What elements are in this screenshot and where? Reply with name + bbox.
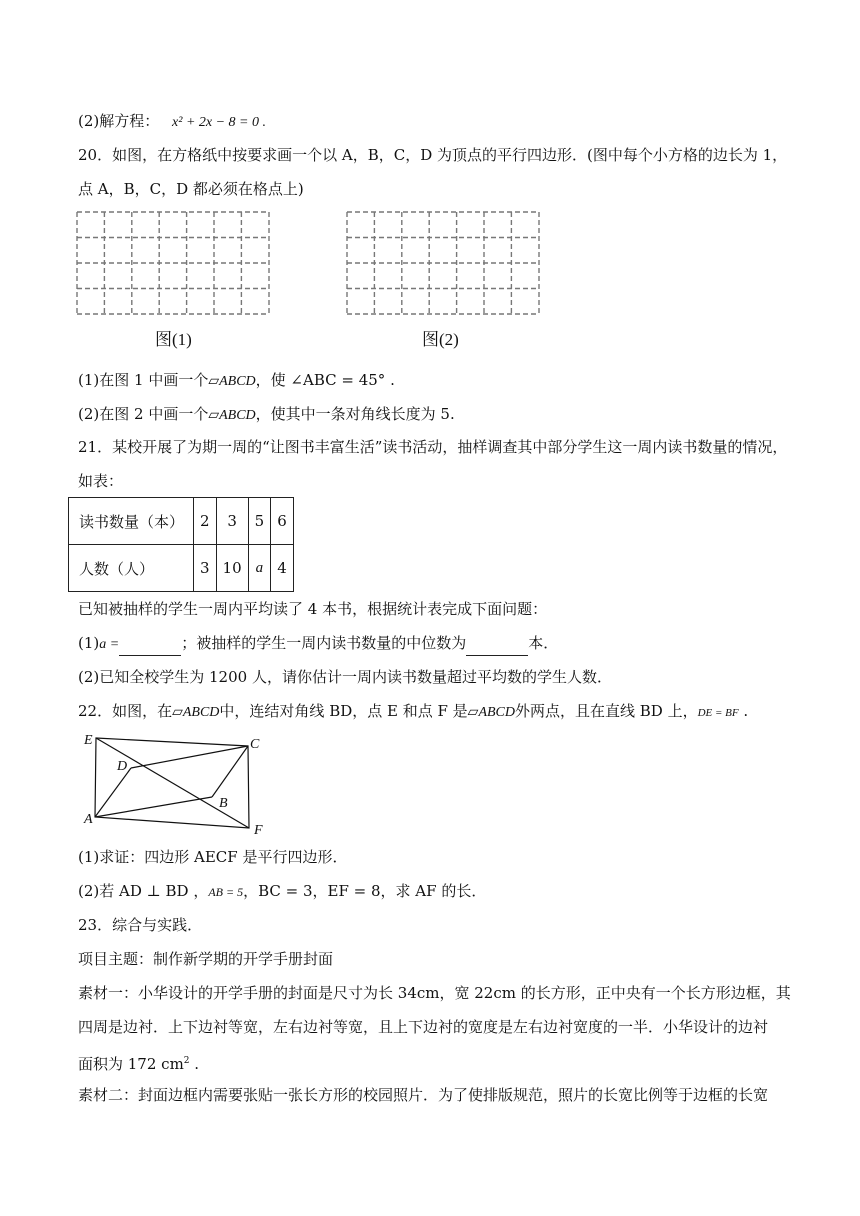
q23-material2-line1: 素材二：封面边框内需要张贴一张长方形的校园照片．为了使排版规范，照片的长宽比例等于边框的长宽 [78,1086,769,1104]
table-cell-label: 读书数量（本） [69,498,194,545]
label-D: D [117,759,128,774]
q21-part1-mid: ；被抽样的学生一周内读书数量的中位数为 [181,634,467,652]
table-cell-label: 人数（人） [69,545,194,592]
q20-part2-prefix: (2)在图 2 中画一个 [78,405,209,423]
label-A: A [84,812,93,827]
q22-part2-rest: ，BC = 3，EF = 8，求 AF 的长． [243,882,487,900]
answer-blank-a[interactable] [119,639,181,656]
q20-stem-line1: 20．如图，在方格纸中按要求画一个以 A，B，C，D 为顶点的平行四边形．(图中每个小方格的边长为 1， [78,146,788,164]
q23-theme: 项目主题：制作新学期的开学手册封面 [78,950,334,968]
grid-figure-2 [346,211,540,315]
q22-part2-prefix: (2)若 AD ⊥ BD ， [78,882,209,900]
table-cell: 6 [271,498,294,545]
q22-stem-shape1: ▱ABCD [172,705,220,720]
table-row [69,545,294,592]
q22-stem-b: 中，连结对角线 BD，点 E 和点 F 是 [219,702,468,720]
q19-part2-prefix: (2)解方程： [78,112,160,130]
q20-stem-line2: 点 A，B，C，D 都必须在格点上) [78,180,304,198]
q20-part2 [78,403,455,427]
label-E: E [84,733,93,748]
q21-stem-line2: 如表： [78,472,124,490]
table-cell: 2 [194,498,217,545]
q22-part2 [78,880,486,903]
q20-part1-shape: ▱ABCD [208,374,256,389]
table-cell: 10 [216,545,248,592]
reading-stats-table [68,497,294,592]
q20-part2-suffix: ，使其中一条对角线长度为 5. [255,405,455,423]
q20-part1 [78,369,395,393]
q22-part2-ab: AB = 5 [208,885,244,899]
q22-stem-d: . [738,702,749,720]
q22-stem-shape2: ▱ABCD [467,705,515,720]
q23-area-suffix: . [189,1055,200,1073]
table-cell: 3 [216,498,248,545]
q21-part1 [78,632,558,656]
answer-blank-median[interactable] [466,639,528,656]
q21-stem-line1: 21．某校开展了为期一周的“让图书丰富生活”读书活动，抽样调查其中部分学生这一周内读书数量的情况， [78,438,788,456]
q20-part2-shape: ▱ABCD [208,408,256,423]
label-B: B [219,796,228,811]
table-cell: 5 [248,498,271,545]
label-C: C [250,737,260,752]
table-cell: 3 [194,545,217,592]
q23-material1-line1: 素材一：小华设计的开学手册的封面是尺寸为长 34cm，宽 22cm 的长方形，正中央有一个长方形边框，其 [78,984,791,1002]
q22-stem-c: 外两点，且在直线 BD 上， [515,702,698,720]
q19-equation: x² + 2x − 8 = 0 . [172,115,266,130]
fig2-caption: 图(2) [422,330,459,349]
q20-part1-suffix: ，使 ∠ABC = 45° . [255,371,395,389]
table-cell: 4 [271,545,294,592]
q22-part1: (1)求证：四边形 AECF 是平行四边形． [78,848,348,866]
q21-part1-label: (1) [78,634,100,652]
q22-stem-a: 22．如图，在 [78,702,173,720]
table-row [69,498,294,545]
q23-title: 23．综合与实践． [78,916,203,934]
q21-known: 已知被抽样的学生一周内平均读了 4 本书，根据统计表完成下面问题： [78,600,548,618]
q22-stem-eq: DE = BF [697,707,739,719]
q23-area-sup: 2 [183,1056,190,1066]
q21-part2: (2)已知全校学生为 1200 人，请你估计一周内读书数量超过平均数的学生人数． [78,668,612,686]
label-F: F [254,823,263,838]
table-cell: a [248,545,271,592]
q22-stem [78,700,748,724]
q23-material1-line2: 四周是边衬．上下边衬等宽，左右边衬等宽，且上下边衬的宽度是左右边衬宽度的一半．小华设计的边衬 [78,1018,769,1036]
q23-material1-line3 [78,1050,199,1075]
grid-figure-1 [76,211,270,315]
q23-area-value: 面积为 172 cm [78,1055,184,1073]
parallelogram-figure [80,728,280,840]
q21-part1-var: a = [99,637,120,652]
q21-part1-end: 本． [528,634,559,652]
q20-part1-prefix: (1)在图 1 中画一个 [78,371,209,389]
fig1-caption: 图(1) [155,330,192,349]
q19-part2 [78,110,266,134]
